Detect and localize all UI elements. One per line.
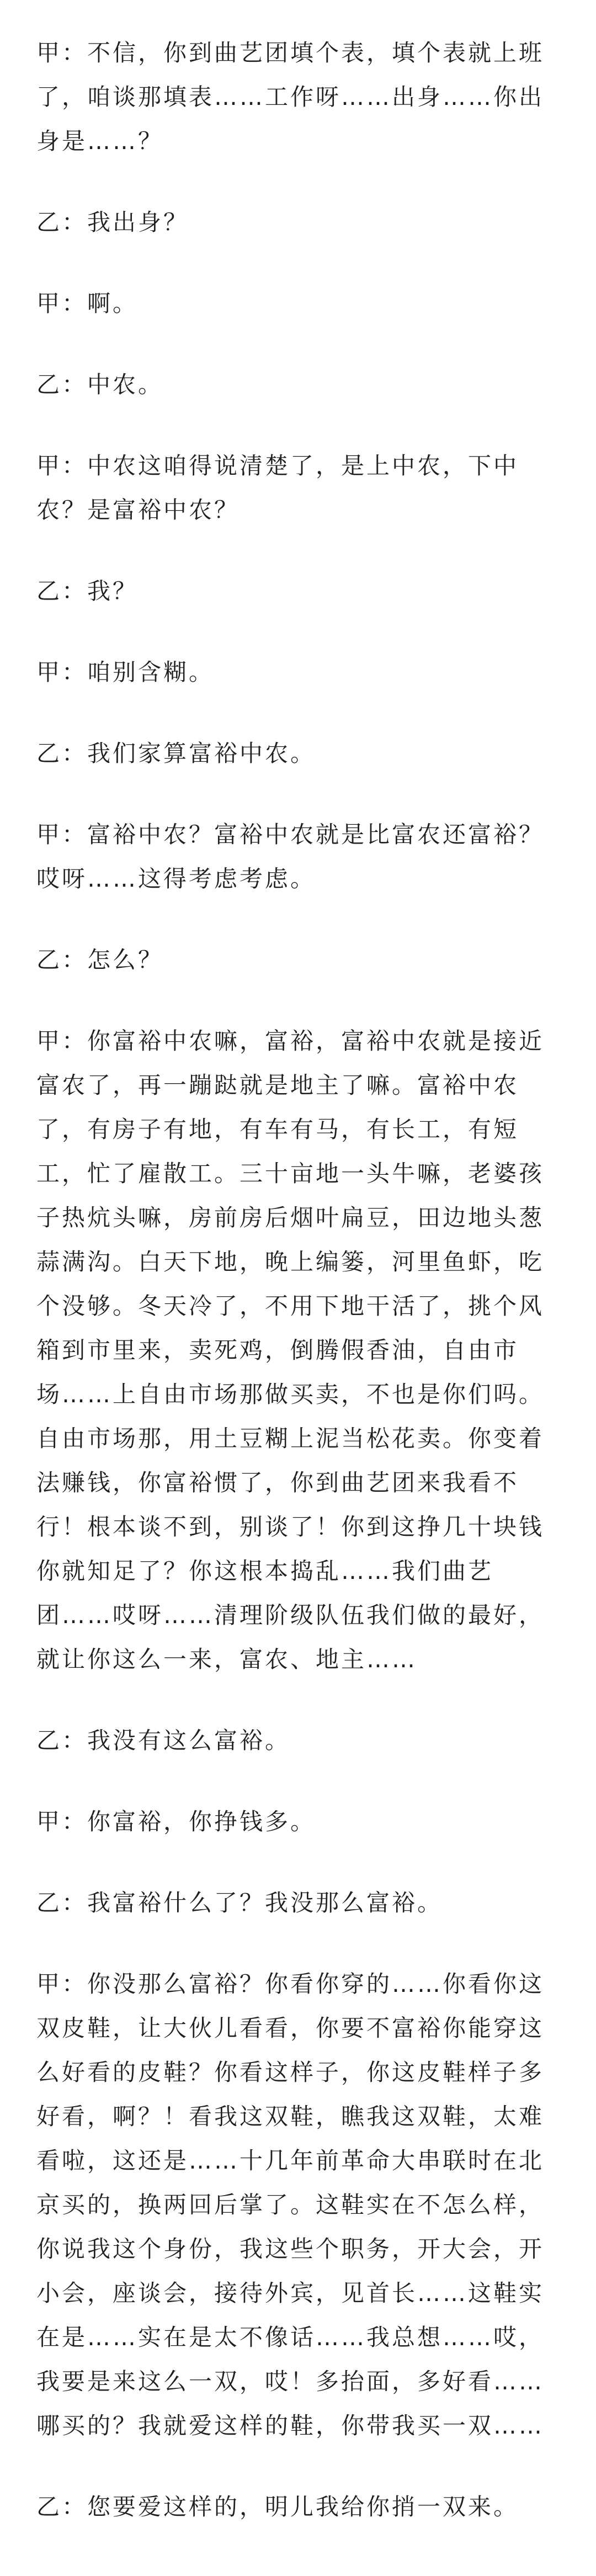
article-body	[36, 31, 550, 2566]
dialogue-line: 乙：怎么？	[36, 946, 164, 973]
dialogue-line: 甲：咱别含糊。	[36, 659, 215, 686]
dialogue-line: 甲：你富裕中农嘛，富裕，富裕中农就是接近富农了，再一蹦跶就是地主了嘛。富裕中农了，有房子有地，有车有马，有长工，有短工，忙了雇散工。三十亩地一头牛嘛，老婆孩子热炕头嘛，房前房后烟叶扁豆，田边地头葱蒜满沟。白天下地，晚上编篓，河里鱼虾，吃个没够。冬天冷了，不用下地干活了，挑个风箱到市里来，卖死鸡，倒腾假香油，自由市场……上自由市场那做买卖，不也是你们吗。自由市场那，用土豆糊上泥当松花卖。你变着法赚钱，你富裕惯了，你到曲艺团来我看不行！根本谈不到，别谈了！你到这挣几十块钱你就知足了？你这根本捣乱……我们曲艺团……哎呀……清理阶级队伍我们做的最好，就让你这么一来，富农、地主……	[36, 1027, 545, 1673]
dialogue-line: 乙：您要爱这样的，明儿我给你捎一双来。	[36, 2493, 519, 2520]
dialogue-line: 乙：我？	[36, 577, 139, 605]
dialogue-line: 甲：啊。	[36, 290, 139, 317]
dialogue-line: 甲：不信，你到曲艺团填个表，填个表就上班了，咱谈那填表……工作呀……出身……你出身是……？	[36, 39, 545, 155]
dialogue-line: 甲：你富裕，你挣钱多。	[36, 1808, 316, 1835]
dialogue-line: 乙：中农。	[36, 371, 164, 398]
dialogue-line: 乙：我出身？	[36, 209, 189, 236]
dialogue-line: 甲：富裕中农？富裕中农就是比富农还富裕？哎呀……这得考虑考虑。	[36, 821, 545, 892]
dialogue-line: 甲：中农这咱得说清楚了，是上中农，下中农？是富裕中农？	[36, 452, 519, 523]
dialogue-line: 甲：你没那么富裕？你看你穿的……你看你这双皮鞋，让大伙儿看看，你要不富裕你能穿这么好看的皮鞋？你看这样子，你这皮鞋样子多好看，啊？！看我这双鞋，瞧我这双鞋，太难看啦，这还是……十几年前革命大串联时在北京买的，换两回后掌了。这鞋实在不怎么样，你说我这个身份，我这些个职务，开大会，开小会，座谈会，接待外宾，见首长……这鞋实在是……实在是太不像话……我总想……哎，我要是来这么一双，哎！多抬面，多好看……哪买的？我就爱这样的鞋，你带我买一双……	[36, 1970, 545, 2439]
dialogue-line: 乙：我富裕什么了？我没那么富裕。	[36, 1889, 443, 1916]
dialogue-line: 乙：我们家算富裕中农。	[36, 740, 316, 767]
dialogue-line: 乙：我没有这么富裕。	[36, 1727, 291, 1754]
